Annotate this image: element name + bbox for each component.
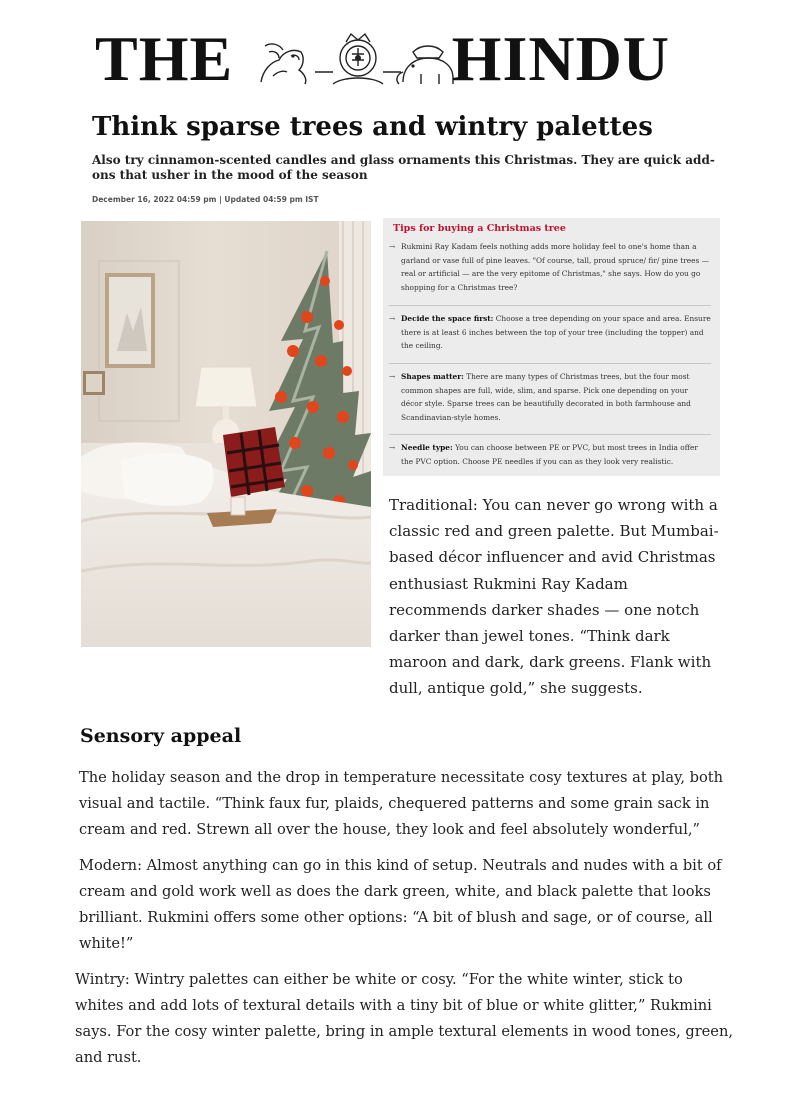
tip-item-intro xyxy=(389,240,711,294)
paragraph-wintry: Wintry: Wintry palettes can either be white or cosy. “For the white winter, stick to whites and add lots of textural details with a tiny bit of blue or white glitter,” Rukmini says. For the cosy winter palette, bring in ample textural elements in wood tones, green, and rust. xyxy=(75,971,733,1066)
tip-item-needle xyxy=(389,441,711,468)
tip-text: Rukmini Ray Kadam feels nothing adds more holiday feel to one's home than a garland or vase full of pine leaves. "Of course, tall, proud spruce/ fir/ pine trees — real or artificial — are the very epitome of Christmas," she says. How do you go shopping for a Christmas tree? xyxy=(401,242,710,292)
arrow-right-icon: → xyxy=(389,242,396,251)
tip-heading: Decide the space first: xyxy=(401,314,494,323)
tip-item-shapes xyxy=(389,370,711,424)
masthead-emblem-icon xyxy=(253,32,463,88)
masthead-the: THE xyxy=(95,23,234,94)
tip-divider xyxy=(389,363,711,364)
section-heading-sensory: Sensory appeal xyxy=(80,725,242,747)
masthead-hindu: HINDU xyxy=(451,23,670,94)
tip-divider xyxy=(389,434,711,435)
article-headline: Think sparse trees and wintry palettes xyxy=(92,112,653,142)
bedroom-christmas-tree-photo xyxy=(81,221,371,647)
arrow-right-icon: → xyxy=(389,372,396,381)
paragraph-traditional: Traditional: You can never go wrong with a classic red and green palette. But Mumbai-based décor influencer and avid Christmas enthusiast Rukmini Ray Kadam recommends darker shades — one notch darker than jewel tones. “Think dark maroon and dark, dark greens. Flank with dull, antique gold,” she suggests. xyxy=(389,496,719,698)
tips-box xyxy=(383,218,720,476)
tip-item-space xyxy=(389,312,711,353)
tip-heading: Shapes matter: xyxy=(401,372,464,381)
arrow-right-icon: → xyxy=(389,443,396,452)
article-deck: Also try cinnamon-scented candles and glass ornaments this Christmas. They are quick add-ons that usher in the mood of the season xyxy=(92,153,715,182)
tips-title: Tips for buying a Christmas tree xyxy=(393,223,566,234)
tip-divider xyxy=(389,305,711,306)
tip-text: There are many types of Christmas trees, but the four most common shapes are full, wide, slim, and sparse. Pick one depending on your décor style. Sparse trees can be beautifully decorated in both farmhouse and Scandinavian-style homes. xyxy=(401,372,691,422)
tip-text: You can choose between PE or PVC, but most trees in India offer the PVC option. Choose PE needles if you can as they look very realistic. xyxy=(401,443,698,466)
tip-text: Choose a tree depending on your space and area. Ensure there is at least 6 inches between the top of your tree (including the topper) and the ceiling. xyxy=(401,314,711,350)
article-dateline: December 16, 2022 04:59 pm | Updated 04:59 pm IST xyxy=(92,195,319,204)
paragraph-modern: Modern: Almost anything can go in this kind of setup. Neutrals and nudes with a bit of cream and gold work well as does the dark green, white, and black palette that looks brilliant. Rukmini offers some other options: “A bit of blush and sage, or of course, all white!” xyxy=(79,857,722,952)
masthead xyxy=(95,23,670,94)
paragraph-sensory: The holiday season and the drop in temperature necessitate cosy textures at play, both visual and tactile. “Think faux fur, plaids, chequered patterns and some grain sack in cream and red. Strewn all over the house, they look and feel absolutely wonderful,” xyxy=(79,769,724,838)
arrow-right-icon: → xyxy=(389,314,396,323)
tip-heading: Needle type: xyxy=(401,443,453,452)
